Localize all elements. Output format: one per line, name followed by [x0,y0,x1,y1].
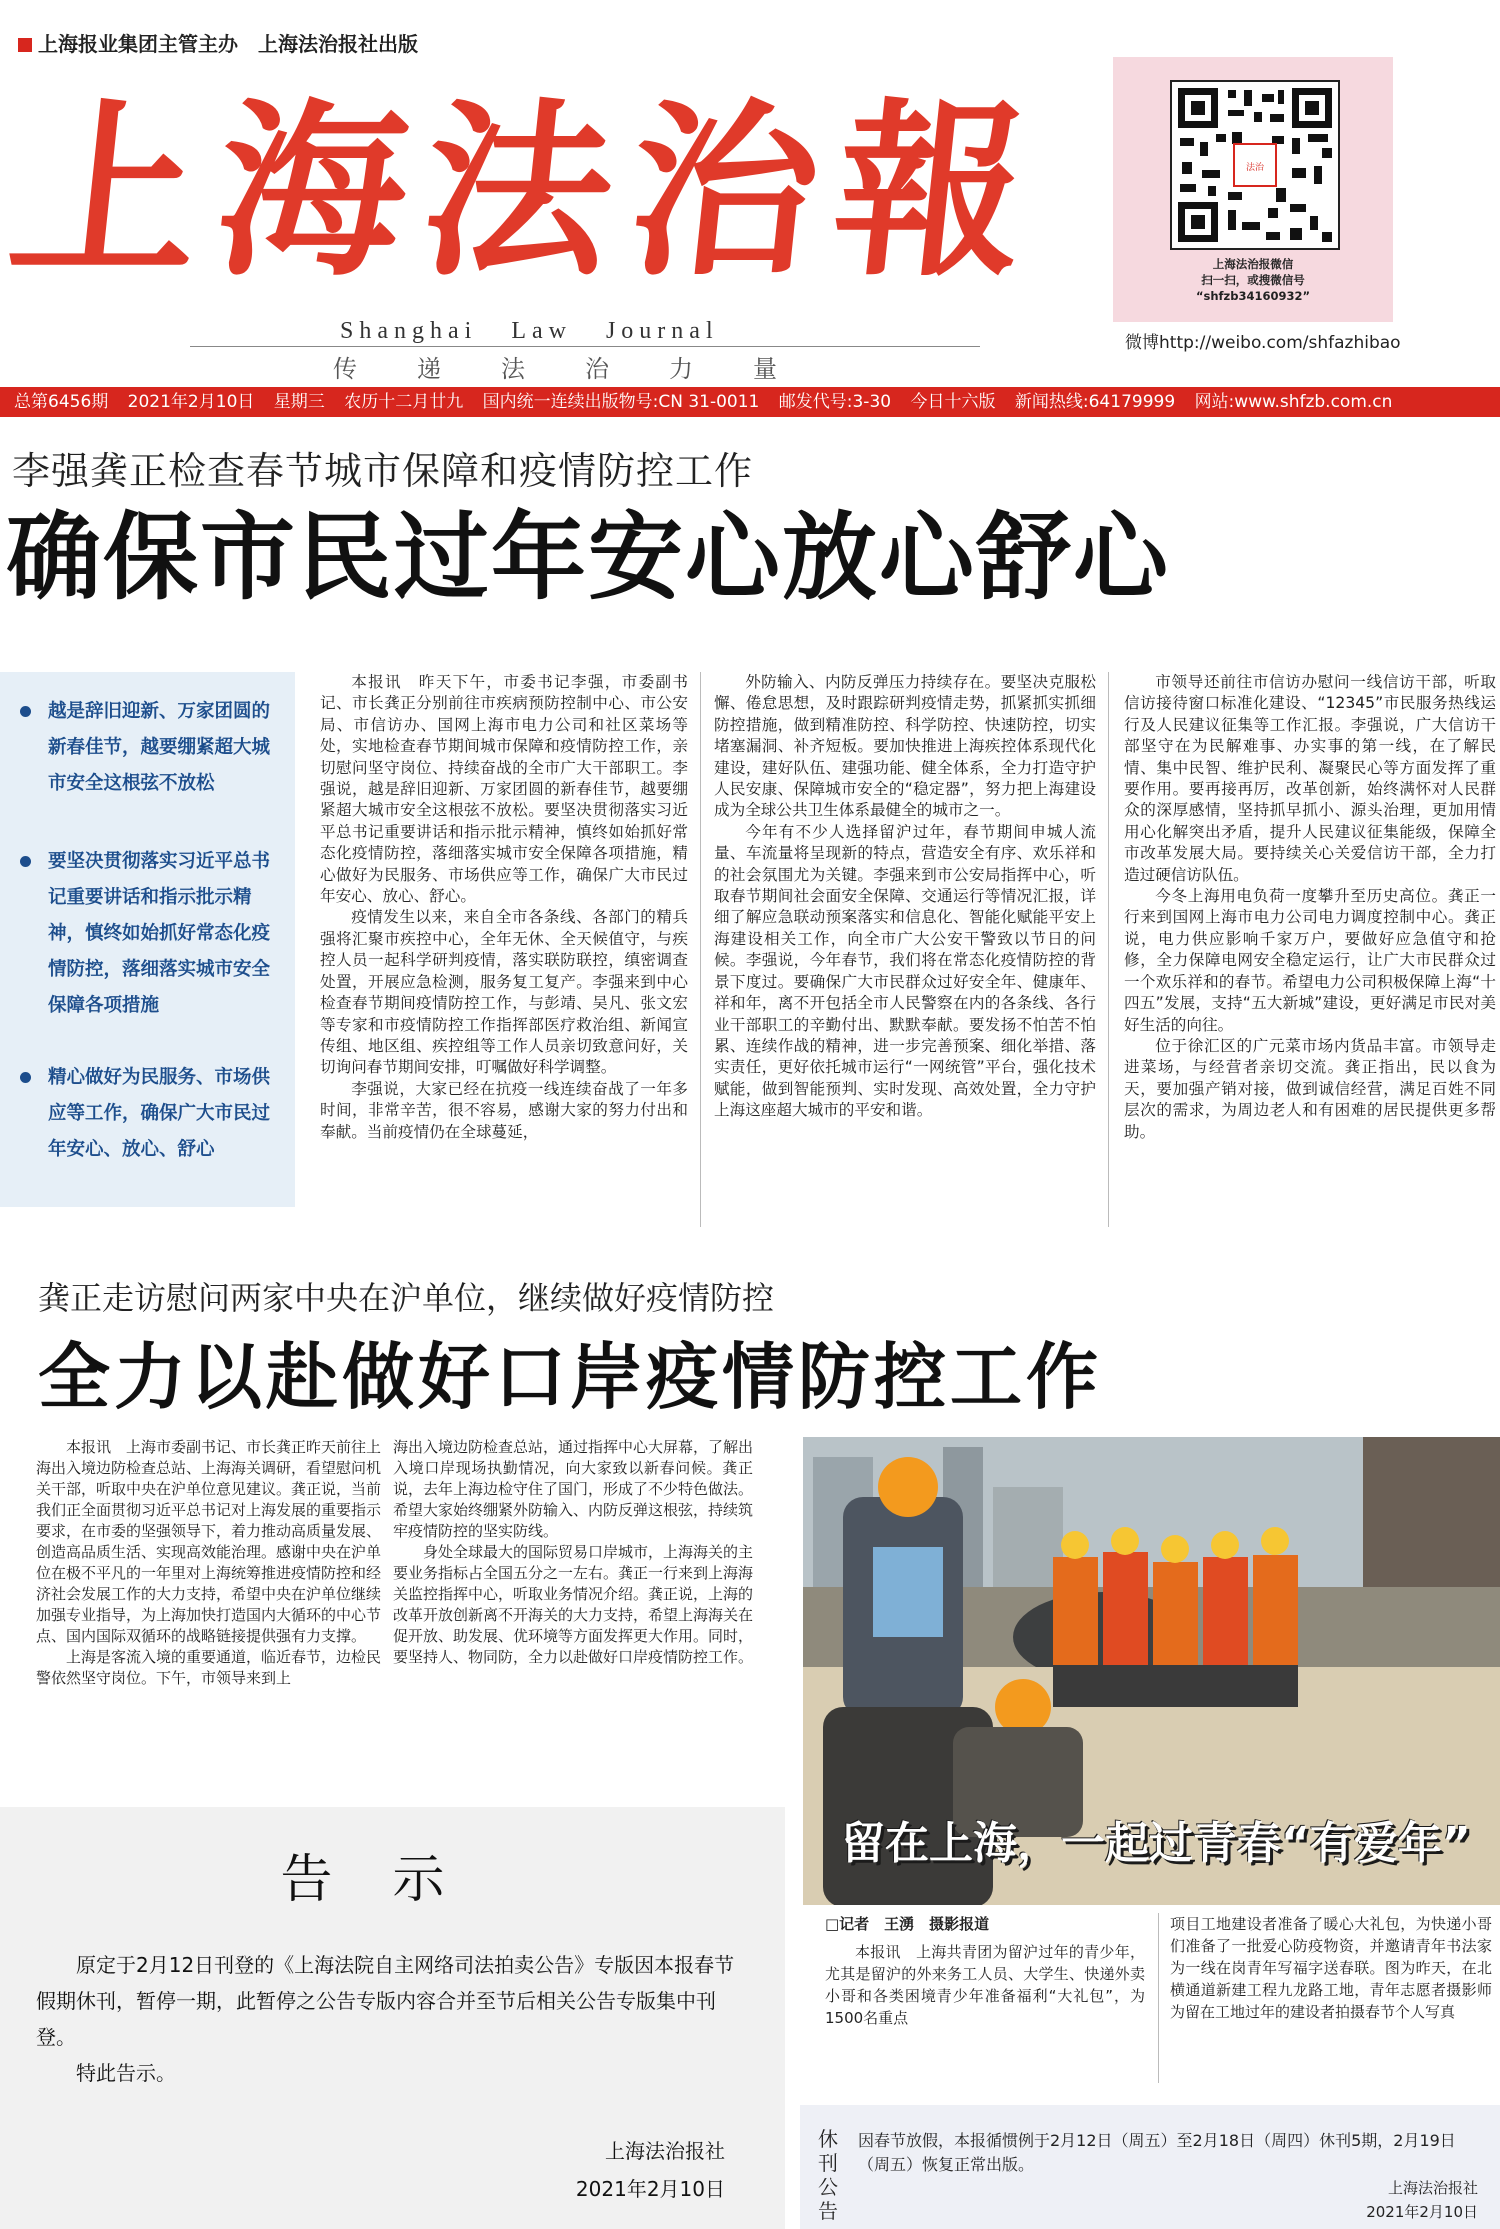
suspension-label: 休刊公告 [818,2127,838,2223]
notice-box [0,1807,785,2229]
article1-column-3: 市领导还前往市信访办慰问一线信访干部，听取信访接待窗口标准化建设、“12345”市民服务热线运行及人民建议征集等工作汇报。李强说，广大信访干部坚守在为民解难事、办实事的第一线，在了解民情、集中民智、维护民利、凝聚民心等方面发挥了重要作用。要再接再厉，改革创新，始终满怀对人民群众的深厚感情，坚持抓早抓小、源头治理，更加用情用心化解突出矛盾，提升人民建议征集能级，保障全市改革发展大局。要持续关心关爱信访干部，全力打造过硬信访队伍。 今冬上海用电负荷一度攀升至历史高位。龚正一行来到国网上海市电力公司电力调度控制中心。龚正说，电力供应影响千家万户，要做好应急值守和抢修，全力保障电网安全稳定运行，让广大市民群众过一个欢乐祥和的春节。希望电力公司积极保障上海“十四五”发展，支持“五大新城”建设，更好满足市民对美好生活的向往。 位于徐汇区的广元菜市场内货品丰富。市领导走进菜场，与经营者亲切交流。龚正指出，民以食为天，要加强产销对接，做到诚信经营，满足百姓不同层次的需求，为周边老人和有困难的居民提供更多帮助。 [1124,673,1496,1141]
weekday: 星期三 [273,392,325,412]
notice-body: 原定于2月12日刊登的《上海法院自主网络司法拍卖公告》专版因本报春节假期休刊，暂停一期，此暂停之公告专版内容合并至节后相关公告专版集中刊登。 特此告示。 [36,1953,735,2085]
website[interactable]: 网站:www.shfzb.com.cn [1194,392,1393,412]
news-photo[interactable] [803,1437,1500,1905]
publication-number: 国内统一连续出版物号:CN 31-0011 [482,392,760,412]
qr-caption: 上海法治报微信 扫一扫，或搜微信号 “shfzb34160932” [1195,257,1311,303]
qr-code-icon[interactable] [1170,80,1340,250]
highlight-item: 要坚决贯彻落实习近平总书记重要讲话和指示批示精神，慎终如始抓好常态化疫情防控，落细落实城市安全保障各项措施 [20,844,275,1024]
english-name: Shanghai Law Journal [340,318,719,344]
article2-subtitle: 龚正走访慰问两家中央在沪单位，继续做好疫情防控 [38,1279,775,1317]
notice-date: 2021年2月10日 [575,2177,725,2201]
page-count: 今日十六版 [910,392,996,412]
svg-text:法治: 法治 [1245,163,1265,173]
issue-info-bar [0,387,1500,417]
article1-headline[interactable]: 确保市民过年安心放心舒心 [6,503,1171,613]
suspension-signature: 上海法治报社 [1387,2179,1478,2197]
photo-report-column-2: 项目工地建设者准备了暖心大礼包，为快递小哥们准备了一批爱心防疫物资，并邀请青年书法家为一线在岗青年写福字送春联。图为昨天，在北横通道新建工程九龙路工地，青年志愿者摄影师为留在工地过年的建设者拍摄春节个人写真 [1170,1915,1492,2021]
news-hotline: 新闻热线:64179999 [1014,392,1176,412]
article1-column-2: 外防输入、内防反弹压力持续存在。要坚决克服松懈、倦怠思想，及时跟踪研判疫情走势，抓紧抓实抓细防控措施，做到精准防控、科学防控、快速防控，切实堵塞漏洞、补齐短板。要加快推进上海疾控体系现代化建设，建好队伍、建强功能、健全体系，全力打造守护人民安康、保障城市安全的“稳定器”，努力把上海建设成为全球公共卫生体系最健全的城市之一。 今年有不少人选择留沪过年，春节期间申城人流量、车流量将呈现新的特点，营造安全有序、欢乐祥和的社会氛围尤为关键。李强来到市公安局指挥中心，听取春节期间社会面安全保障、交通运行等情况汇报，详细了解应急联动预案落实和信息化、智能化赋能平安上海建设相关工作，向全市广大公安干警致以节日的问候。李强说，今年春节，我们将在常态化疫情防控的背景下度过。要确保广大市民群众过好安全年、健康年、祥和年，离不开包括全市人民警察在内的各条线、各行业干部职工的辛勤付出、默默奉献。要发扬不怕苦不怕累、连续作战的精神，进一步完善预案、细化举措、落实责任，更好依托城市运行“一网统管”平台，强化技术赋能，做到智能预判、实时发现、高效处置，全力守护上海这座超大城市的平安和谐。 [714,673,1096,1120]
column-divider [1158,1913,1159,2083]
sponsor-line: 上海报业集团主管主办 上海法治报社出版 [18,28,418,57]
newspaper-logo: 上海法治報 [0,81,1054,302]
highlight-item: 精心做好为民服务、市场供应等工作，确保广大市民过年安心、放心、舒心 [20,1060,275,1168]
bullet-icon [20,1072,31,1083]
article2-headline[interactable]: 全力以赴做好口岸疫情防控工作 [38,1335,1103,1419]
photo-caption: 留在上海，一起过青春“有爱年” [841,1818,1471,1869]
highlight-item: 越是辞旧迎新、万家团圆的新春佳节，越要绷紧超大城市安全这根弦不放松 [20,694,275,802]
slogan: 传递法治力量 [190,346,980,384]
issue-date: 2021年2月10日 [127,392,255,412]
article1-subtitle: 李强龚正检查春节城市保障和疫情防控工作 [12,449,754,493]
suspension-date: 2021年2月10日 [1366,2203,1478,2221]
suspension-text: 因春节放假，本报循惯例于2月12日（周五）至2月18日（周四）休刊5期，2月19日（周五）恢复正常出版。 [858,2131,1456,2174]
notice-signature: 上海法治报社 [605,2139,725,2163]
photo-report-column-1: 本报讯 上海共青团为留沪过年的青少年，尤其是留沪的外来务工人员、大学生、快递外卖小哥和各类困境青少年准备福利“大礼包”，为1500名重点 [825,1943,1145,2027]
column-divider [1108,672,1109,1227]
red-square-icon [18,38,32,52]
notice-title: 告示 [280,1850,505,1910]
article2-column-2: 海出入境边防检查总站，通过指挥中心大屏幕，了解出入境口岸现场执勤情况，向大家致以新春问候。龚正说，去年上海边检守住了国门，形成了不少特色做法。希望大家始终绷紧外防输入、内防反弹这根弦，持续筑牢疫情防控的坚实防线。 身处全球最大的国际贸易口岸城市，上海海关的主要业务指标占全国五分之一左右。龚正一行来到上海海关监控指挥中心，听取业务情况介绍。龚正说，上海的改革开放创新离不开海关的大力支持，希望上海海关在促开放、助发展、优环境等方面发挥更大作用。同时，要坚持人、物同防，全力以赴做好口岸疫情防控工作。 [393,1438,753,1666]
article2-column-1: 本报讯 上海市委副书记、市长龚正昨天前往上海出入境边防检查总站、上海海关调研，看望慰问机关干部，听取中央在沪单位意见建议。龚正说，当前我们正全面贯彻习近平总书记对上海发展的重要指示要求，在市委的坚强领导下，着力推动高质量发展、创造高品质生活、实现高效能治理。感谢中央在沪单位在极不平凡的一年里对上海统筹推进疫情防控和经济社会发展工作的大力支持，希望中央在沪单位继续加强专业指导，为上海加快打造国内大循环的中心节点、国内国际双循环的战略链接提供强有力支撑。 上海是客流入境的重要通道，临近春节，边检民警依然坚守岗位。下午，市领导来到上 [36,1438,381,1687]
lunar-date: 农历十二月廿九 [344,392,464,412]
bullet-icon [20,856,31,867]
weibo-link[interactable]: 微博http://weibo.com/shfazhibao [1125,333,1401,353]
highlights-sidebar [0,672,295,1207]
suspension-notice [800,2105,1500,2229]
bullet-icon [20,706,31,717]
column-divider [700,672,701,1227]
postal-code: 邮发代号:3-30 [778,392,892,412]
photo-byline: □记者 王湧 摄影报道 [825,1915,990,1933]
article1-column-1: 本报讯 昨天下午，市委书记李强，市委副书记、市长龚正分别前往市疾病预防控制中心、市公安局、市信访办、国网上海市电力公司和社区菜场等处，实地检查春节期间城市保障和疫情防控工作，亲切慰问坚守岗位、持续奋战的全市广大干部职工。李强说，越是辞旧迎新、万家团圆的新春佳节，越要绷紧超大城市安全这根弦不放松。要坚决贯彻落实习近平总书记重要讲话和指示批示精神，慎终如始抓好常态化疫情防控，落细落实城市安全保障各项措施，精心做好为民服务、市场供应等工作，确保广大市民过年安心、放心、舒心。 疫情发生以来，来自全市各条线、各部门的精兵强将汇聚市疾控中心，全年无休、全天候值守，与疾控人员一起科学研判疫情，落实联防联控，缜密调查处置，开展应急检测，服务复工复产。李强来到中心检查春节期间疫情防控工作，与彭靖、吴凡、张文宏等专家和市疫情防控工作指挥部医疗救治组、新闻宣传组、地区组、疾控组等工作人员亲切致意问好，关切询问春节期间安排，叮嘱做好科学调整。 李强说，大家已经在抗疫一线连续奋战了一年多时间，非常辛苦，很不容易，感谢大家的努力付出和奉献。当前疫情仍在全球蔓延， [320,673,688,1141]
issue-number: 总第6456期 [14,392,109,412]
